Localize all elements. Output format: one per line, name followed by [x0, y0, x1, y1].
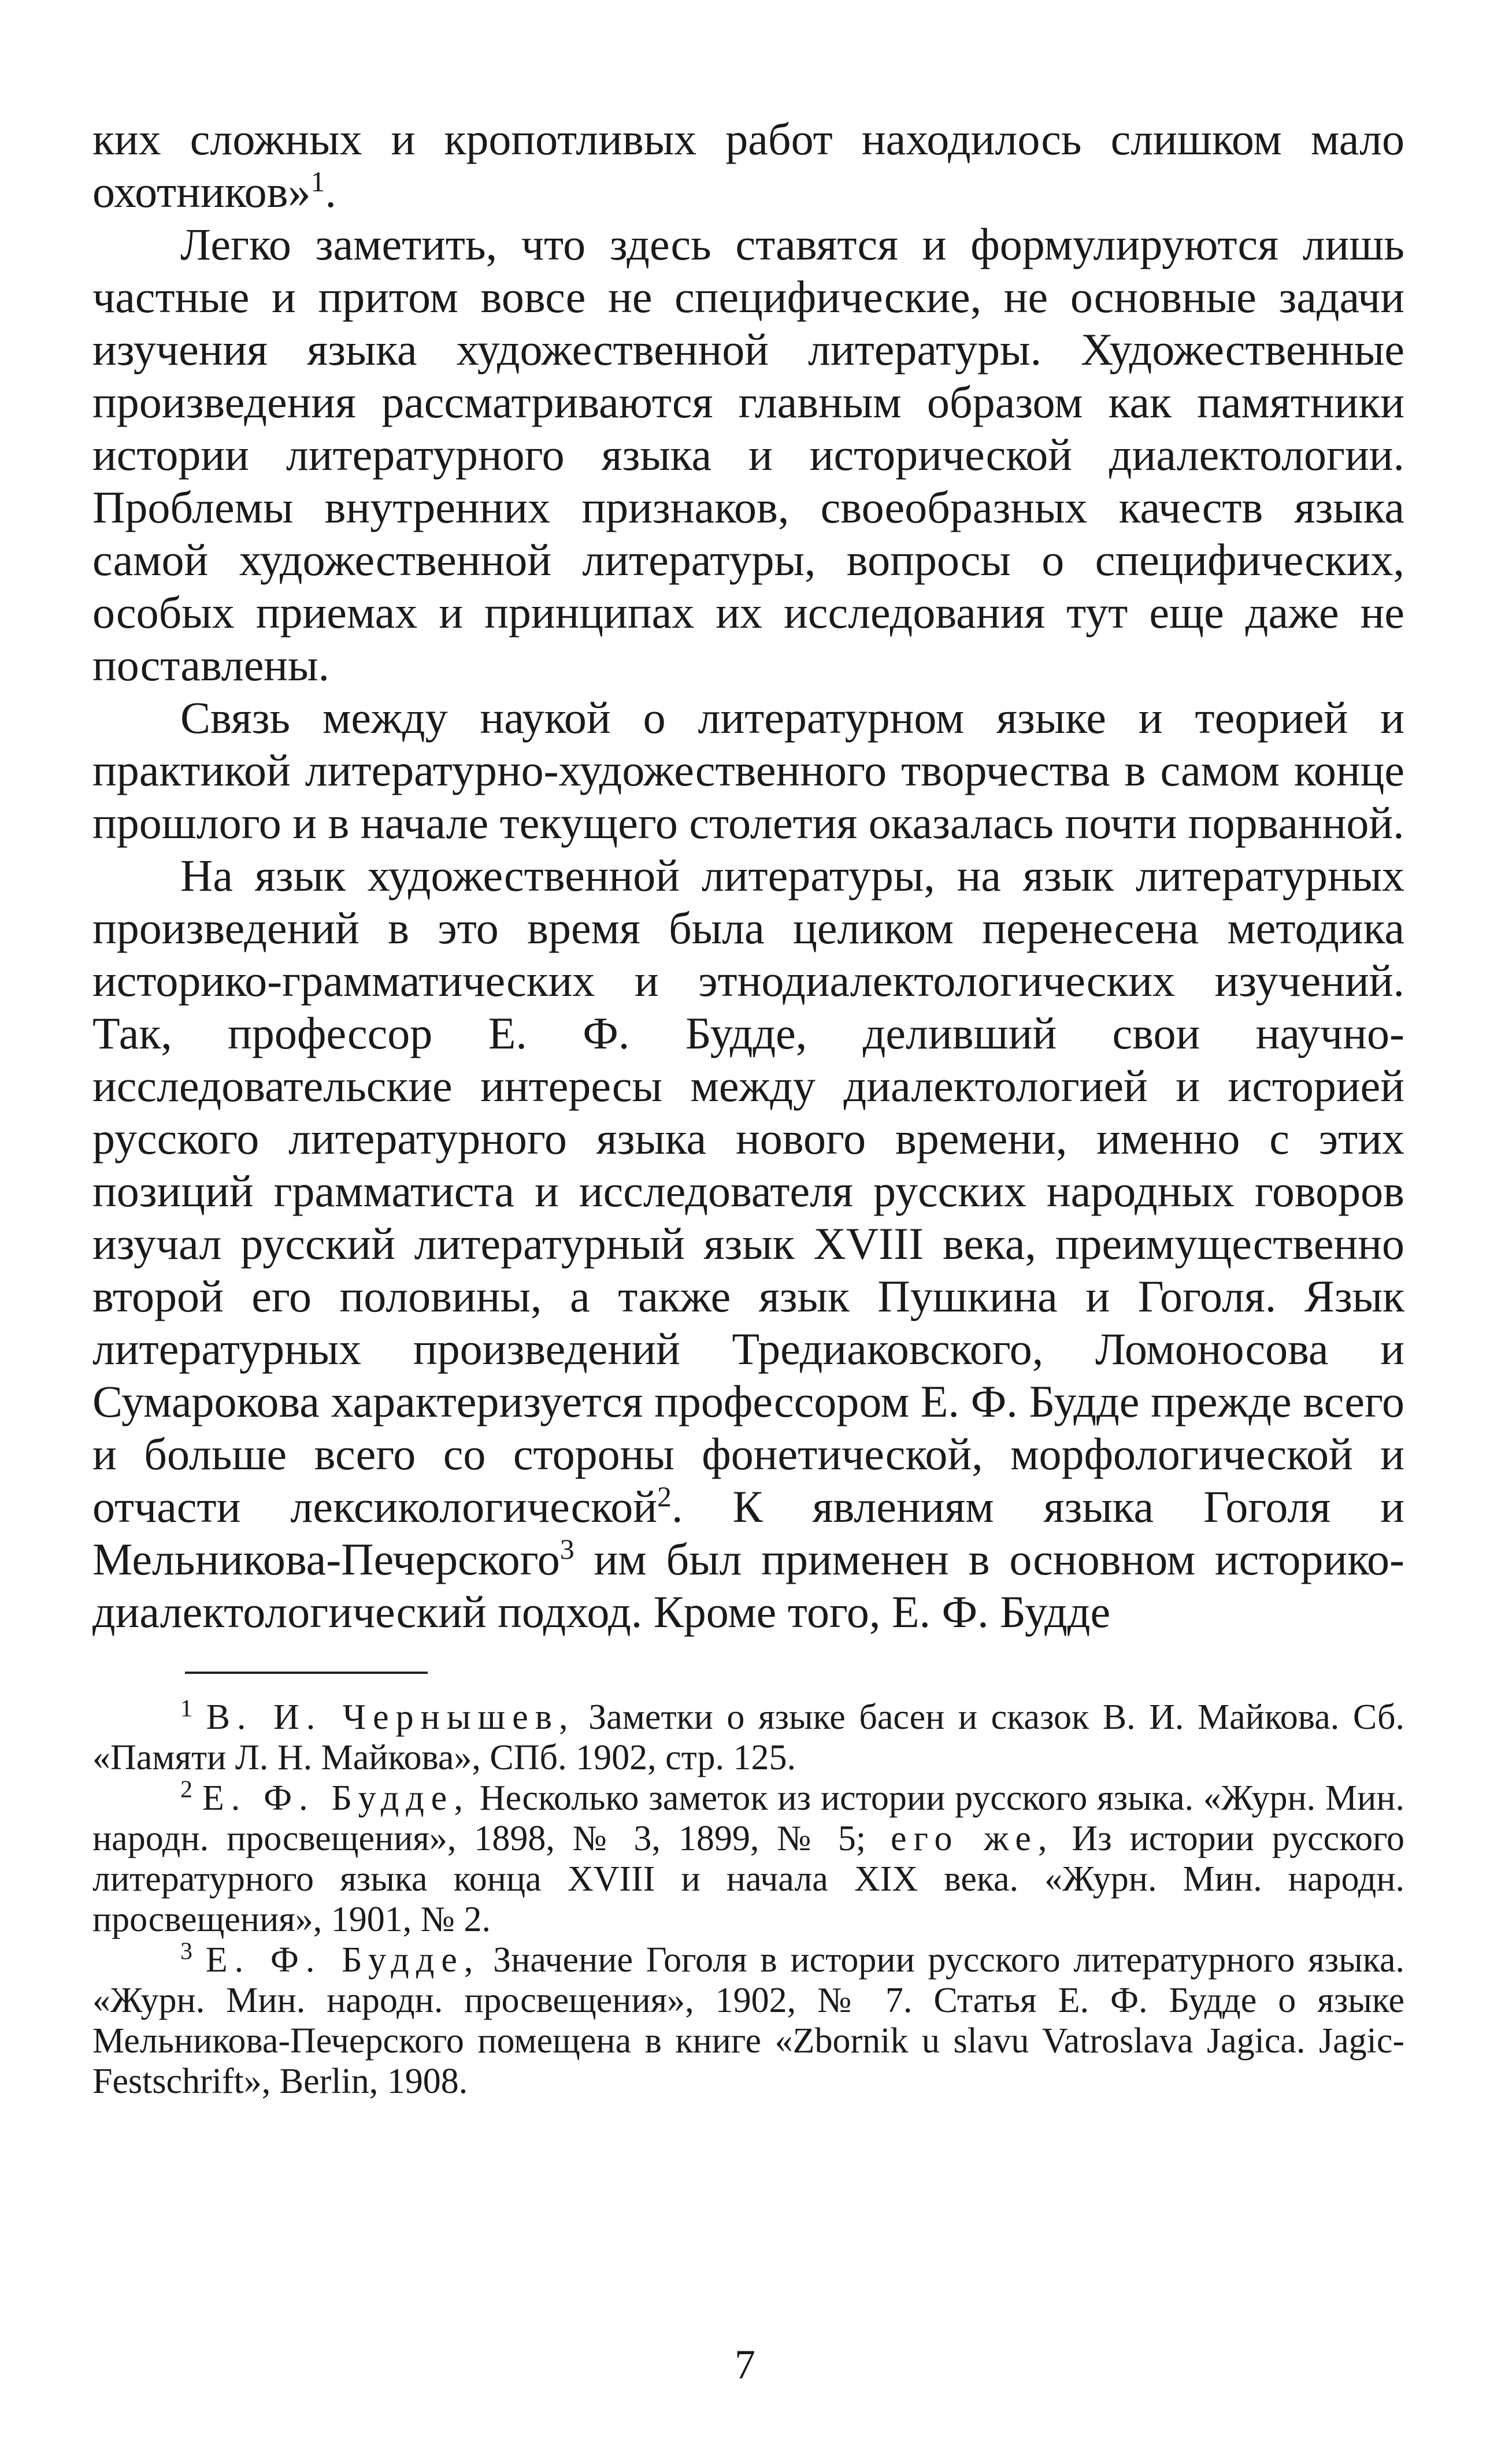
footnote-1: [92, 1697, 1404, 1778]
main-text: [92, 113, 1404, 1638]
footnote-2: [92, 1778, 1404, 1940]
page-number: 7: [735, 2341, 755, 2388]
footnote-3-text: Значение Гоголя в истории русского литературного языка. «Журн. Мин. народн. просвещения», 1902, № 7. Статья Е. Ф. Будде о языке Мельникова-Печерского помещена в книге «Zbornik u slavu Vatroslava Jagica. Jagic-Festschrift», Berlin, 1908.: [92, 1940, 1404, 2101]
paragraph-4: [92, 849, 1404, 1638]
footnote-ref-3: 3: [559, 1533, 574, 1565]
footnote-3: [92, 1940, 1404, 2102]
paragraph-4-part-3: им был применен в основном историко-диалектологический подход. Кроме того, Е. Ф. Будде: [92, 1534, 1404, 1637]
paragraph-4-part-2: . К явлениям языка Гоголя и Мельникова-Печерского: [92, 1481, 1405, 1584]
footnote-2-text-2: Из истории русского литературного языка конца XVIII и начала XIX века. «Журн. Мин. народн. просвещения», 1901, № 2.: [92, 1819, 1404, 1939]
paragraph-2: Легко заметить, что здесь ставятся и формулируются лишь частные и притом вовсе не специфические, не основные задачи изучения языка художественной литературы. Художественные произведения рассматриваются главным образом как памятники истории литературного языка и исторической диалектологии. Проблемы внутренних признаков, своеобразных качеств языка самой художественной литературы, вопросы о специфических, особых приемах и принципах их исследования тут еще даже не поставлены.: [92, 219, 1404, 690]
page-content: [92, 113, 1404, 2102]
paragraph-1: [92, 113, 1404, 218]
footnote-1-text: Заметки о языке басен и сказок В. И. Майкова. Сб. «Памяти Л. Н. Майкова», СПб. 1902, стр. 125.: [92, 1698, 1405, 1777]
paragraph-3: Связь между наукой о литературном языке и теорией и практикой литературно-художественного творчества в самом конце прошлого и в начале текущего столетия оказалась почти порванной.: [92, 692, 1404, 848]
footnotes: [92, 1697, 1404, 2102]
footnote-ref-1: 1: [310, 165, 325, 198]
paragraph-1-text: ких сложных и кропотливых работ находилось слишком мало охотников»: [92, 114, 1404, 217]
paragraph-4-part-1: На язык художественной литературы, на язык литературных произведений в это время была целиком перенесена методика историко-грамматических и этнодиалектологических изучений. Так, профессор Е. Ф. Будде, деливший свои научно-исследовательские интересы между диалектологией и историей русского литературного языка нового времени, именно с этих позиций грамматиста и исследователя русских народных говоров изучал русский литературный язык XVIII века, преимущественно второй его половины, а также язык Пушкина и Гоголя. Язык литературных произведений Тредиаковского, Ломоносова и Сумарокова характеризуется профессором Е. Ф. Будде прежде всего и больше всего со стороны фонетической, морфологической и отчасти лексикологической: [92, 850, 1404, 1532]
footnote-3-number: 3: [180, 1938, 192, 1965]
footnote-2-author: Е. Ф. Будде,: [202, 1778, 470, 1818]
footnote-divider: [185, 1672, 428, 1674]
footnote-2-author-2: его же,: [866, 1819, 1054, 1858]
footnote-3-author: Е. Ф. Будде,: [205, 1940, 480, 1980]
paragraph-1-tail: .: [325, 166, 336, 217]
footnote-2-text: Несколько заметок из истории русского языка. «Журн. Мин. народн. просвещения», 1898, № 3, 1899, № 5;: [92, 1778, 1405, 1858]
footnote-2-number: 2: [180, 1776, 192, 1803]
footnote-1-author: В. И. Чернышев,: [206, 1698, 575, 1737]
footnote-ref-2: 2: [657, 1480, 672, 1513]
footnote-1-number: 1: [180, 1695, 192, 1722]
